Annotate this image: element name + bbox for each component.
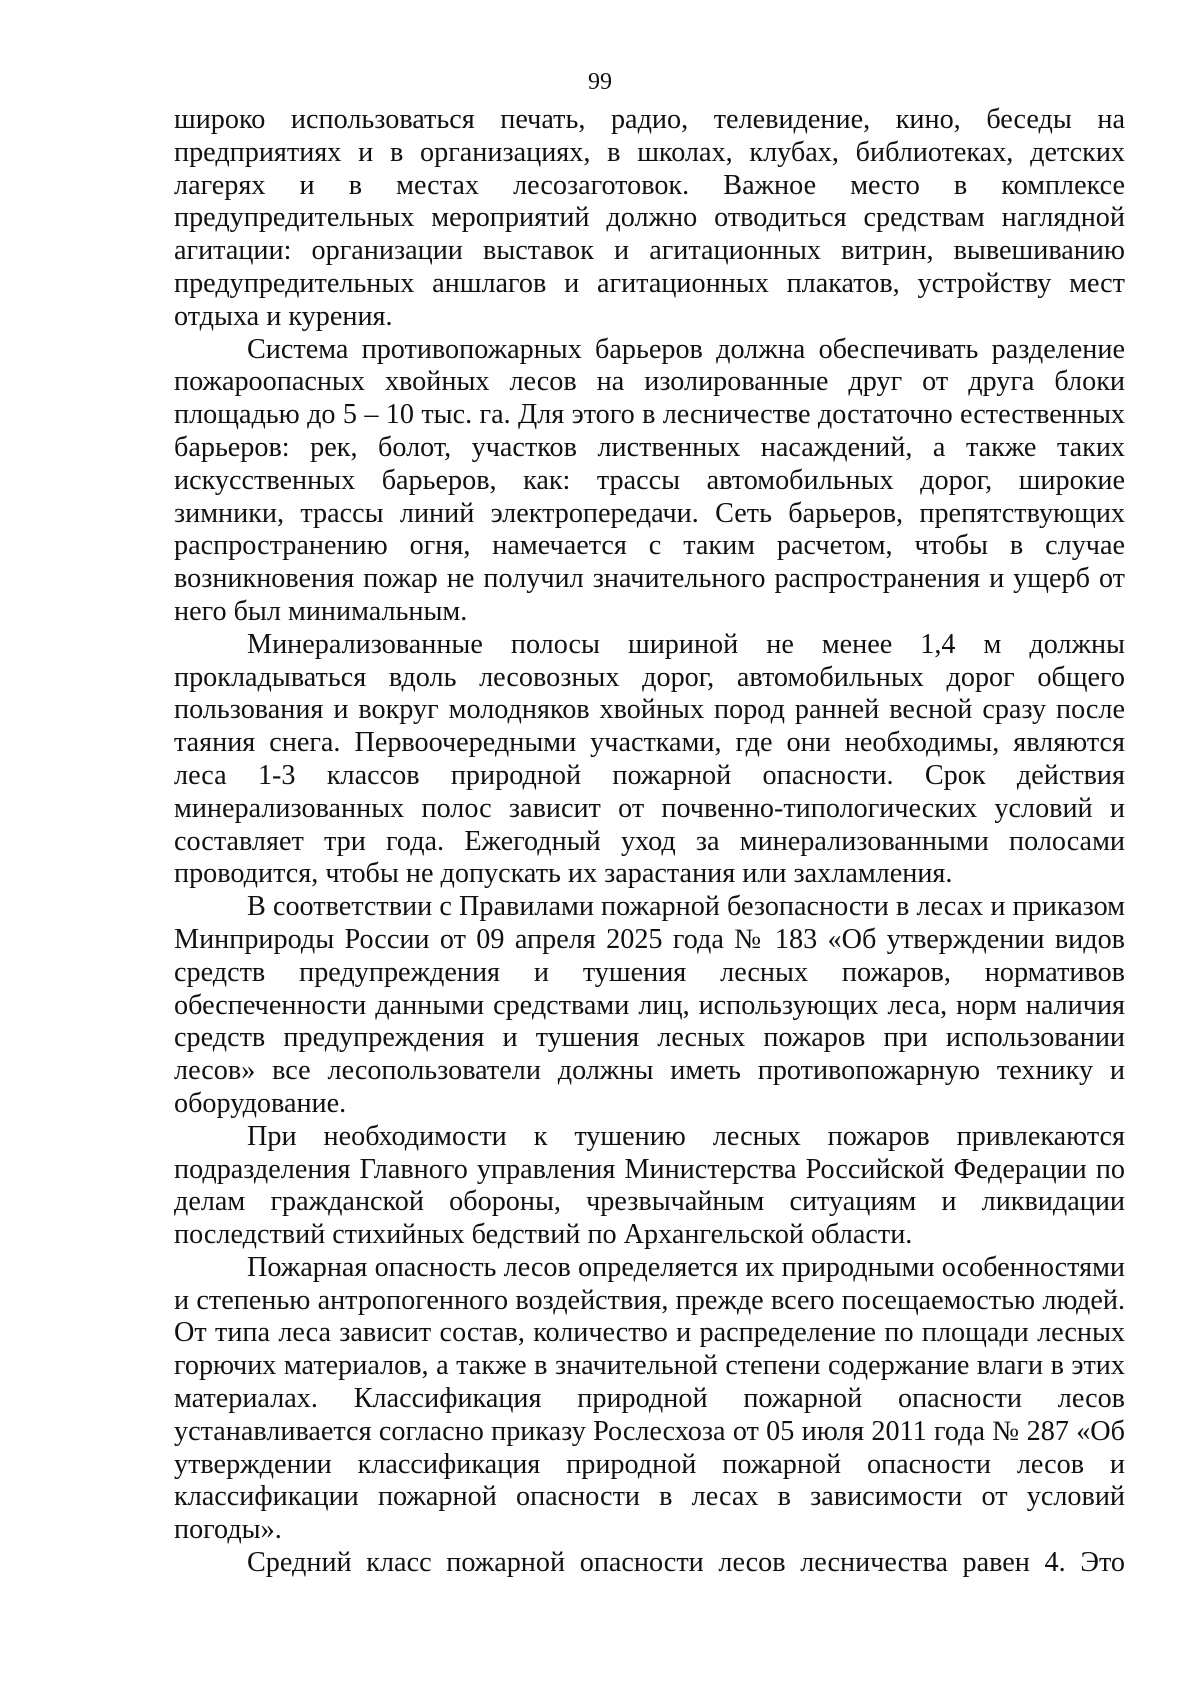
page-number: 99 <box>588 69 612 95</box>
paragraph-1: широко использоваться печать, радио, телевидение, кино, беседы на предприятиях и в организациях, в школах, клубах, библиотеках, детских лагерях и в местах лесозаготовок. Важное место в комплексе предупредительных мероприятий должно отводиться средствам наглядной агитации: организации выставок и агитационных витрин, вывешиванию предупредительных аншлагов и агитационных плакатов, устройству мест отдыха и курения. <box>174 104 1125 332</box>
body-text <box>174 104 1125 1580</box>
paragraph-7: Средний класс пожарной опасности лесов лесничества равен 4. Это <box>247 1547 1125 1579</box>
paragraph-4: В соответствии с Правилами пожарной безопасности в лесах и приказом Минприроды России от 09 апреля 2025 года № 183 «Об утверждении видов средств предупреждения и тушения лесных пожаров, нормативов обеспеченности данными средствами лиц, использующих леса, норм наличия средств предупреждения и тушения лесных пожаров при использовании лесов» все лесопользователи должны иметь противопожарную технику и оборудование. <box>174 891 1125 1119</box>
paragraph-2: Система противопожарных барьеров должна обеспечивать разделение пожароопасных хвойных лесов на изолированные друг от друга блоки площадью до 5 – 10 тыс. га. Для этого в лесничестве достаточно естественных барьеров: рек, болот, участков лиственных насаждений, а также таких искусственных барьеров, как: трассы автомобильных дорог, широкие зимники, трассы линий электропередачи. Сеть барьеров, препятствующих распространению огня, намечается с таким расчетом, чтобы в случае возникновения пожар не получил значительного распространения и ущерб от него был минимальным. <box>174 333 1125 627</box>
paragraph-6: Пожарная опасность лесов определяется их природными особенностями и степенью антропогенного воздействия, прежде всего посещаемостью людей. От типа леса зависит состав, количество и распределение по площади лесных горючих материалов, а также в значительной степени содержание влаги в этих материалах. Классификация природной пожарной опасности лесов устанавливается согласно приказу Рослесхоза от 05 июля 2011 года № 287 «Об утверждении классификация природной пожарной опасности лесов и классификации пожарной опасности в лесах в зависимости от условий погоды». <box>174 1251 1125 1546</box>
paragraph-5: При необходимости к тушению лесных пожаров привлекаются подразделения Главного управления Министерства Российской Федерации по делам гражданской обороны, чрезвычайным ситуациям и ликвидации последствий стихийных бедствий по Архангельской области. <box>174 1120 1125 1251</box>
paragraph-3: Минерализованные полосы шириной не менее 1,4 м должны прокладываться вдоль лесовозных дорог, автомобильных дорог общего пользования и вокруг молодняков хвойных пород ранней весной сразу после таяния снега. Первоочередными участками, где они необходимы, являются леса 1-3 классов природной пожарной опасности. Срок действия минерализованных полос зависит от почвенно-типологических условий и составляет три года. Ежегодный уход за минерализованными полосами проводится, чтобы не допускать их зарастания или захламления. <box>174 628 1125 890</box>
